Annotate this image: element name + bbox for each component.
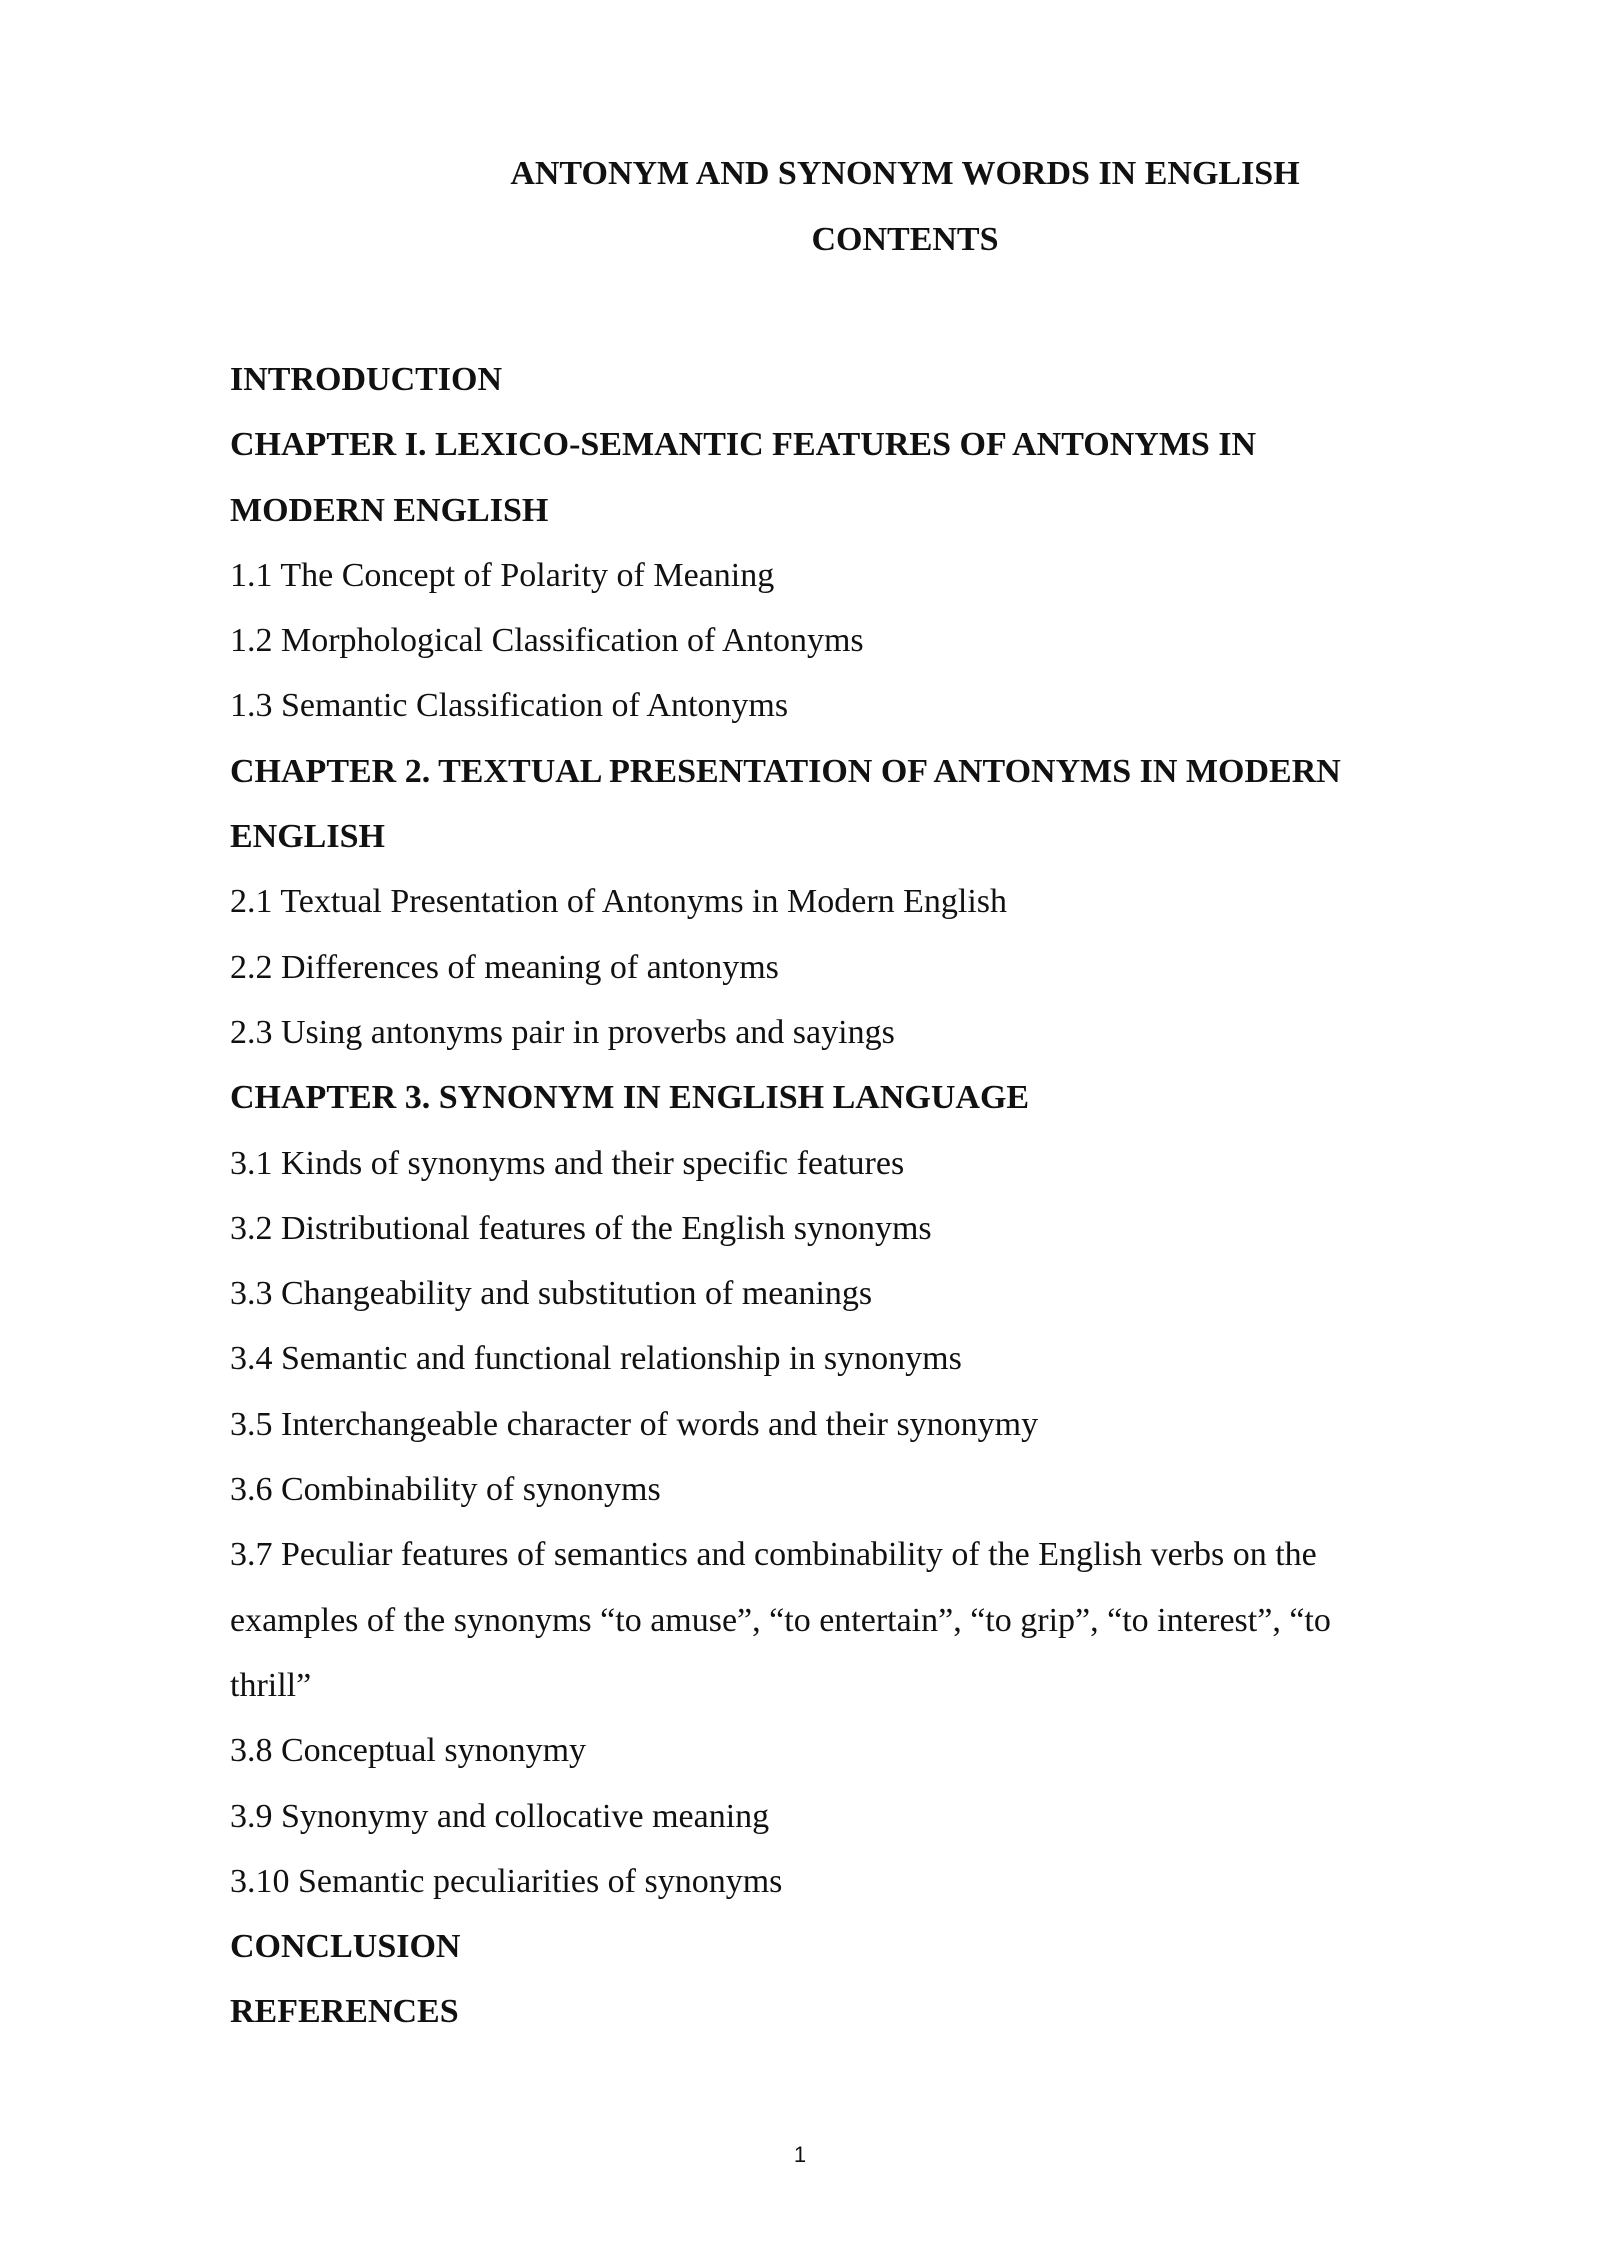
toc-heading-line: CHAPTER I. LEXICO-SEMANTIC FEATURES OF ANTONYMS IN xyxy=(230,426,1257,464)
toc-entry-line: 1.1 The Concept of Polarity of Meaning xyxy=(230,556,775,594)
toc-entry-line: 3.5 Interchangeable character of words and their synonymy xyxy=(230,1405,1039,1443)
toc-entry-line: examples of the synonyms “to amuse”, “to entertain”, “to grip”, “to interest”, “to xyxy=(230,1601,1331,1639)
toc-entry-line: thrill” xyxy=(230,1666,312,1704)
toc-entry-line: 2.2 Differences of meaning of antonyms xyxy=(230,948,779,986)
toc-entry-line: 1.3 Semantic Classification of Antonyms xyxy=(230,687,789,725)
toc-heading-line: REFERENCES xyxy=(230,1993,459,2031)
page-number: 1 xyxy=(793,2142,807,2167)
toc-entry-line: 2.3 Using antonyms pair in proverbs and sayings xyxy=(230,1013,895,1051)
toc-entry-line: 3.7 Peculiar features of semantics and combinability of the English verbs on the xyxy=(230,1536,1317,1574)
toc-heading-line: CHAPTER 3. SYNONYM IN ENGLISH LANGUAGE xyxy=(230,1079,1030,1117)
table-of-contents xyxy=(230,347,1490,2045)
toc-entry-line: 3.8 Conceptual synonymy xyxy=(230,1732,587,1770)
toc-heading-line: CHAPTER 2. TEXTUAL PRESENTATION OF ANTONYMS IN MODERN xyxy=(230,752,1341,790)
toc-heading-line: MODERN ENGLISH xyxy=(230,491,549,529)
toc-heading-line: ENGLISH xyxy=(230,818,385,856)
toc-entry-line: 3.3 Changeability and substitution of meanings xyxy=(230,1275,873,1313)
toc-heading-line: CONCLUSION xyxy=(230,1928,461,1966)
toc-entry-line: 3.9 Synonymy and collocative meaning xyxy=(230,1797,770,1835)
toc-entry-line: 3.1 Kinds of synonyms and their specific features xyxy=(230,1144,905,1182)
toc-entry-line: 2.1 Textual Presentation of Antonyms in Modern English xyxy=(230,883,1008,921)
toc-entry-line: 1.2 Morphological Classification of Antonyms xyxy=(230,622,864,660)
toc-entry-line: 3.6 Combinability of synonyms xyxy=(230,1471,661,1509)
toc-heading-line: INTRODUCTION xyxy=(230,361,503,398)
contents-heading: CONTENTS xyxy=(811,221,999,258)
toc-entry-line: 3.2 Distributional features of the English synonyms xyxy=(230,1209,932,1247)
toc-entry-line: 3.10 Semantic peculiarities of synonyms xyxy=(230,1862,783,1900)
document-title: ANTONYM AND SYNONYM WORDS IN ENGLISH xyxy=(510,155,1300,192)
toc-entry-line: 3.4 Semantic and functional relationship in synonyms xyxy=(230,1340,962,1378)
